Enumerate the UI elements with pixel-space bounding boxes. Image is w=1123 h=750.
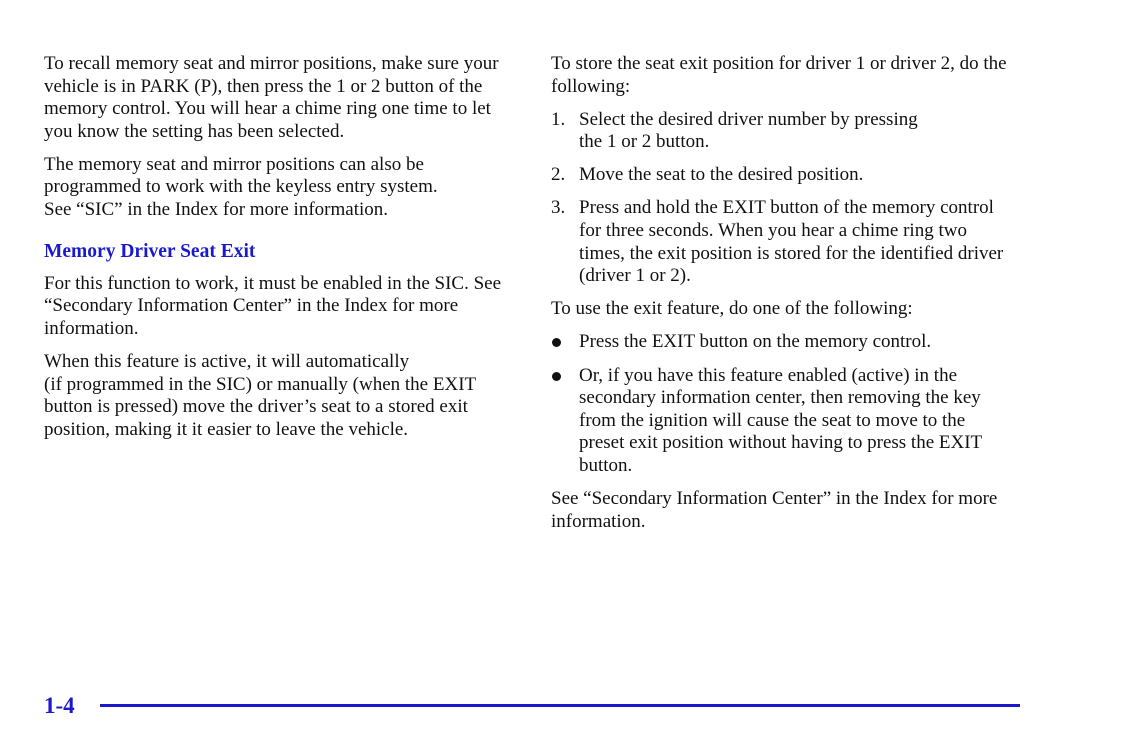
feature-active-line1: When this feature is active, it will automatically xyxy=(44,350,410,372)
recall-paragraph: To recall memory seat and mirror positions, make sure your vehicle is in PARK (P), then press the 1 or 2 button of the memory control. You will hear a chime ring one time to let you know the setting has been selected. xyxy=(44,53,499,142)
step-number: 2. xyxy=(551,164,566,186)
step-number: 1. xyxy=(551,108,566,130)
step-text: Press and hold the EXIT button of the memory control for three seconds. When you hear a chime ring two times, the exit position is stored for the identified driver (driver 1 or 2). xyxy=(579,197,1004,287)
list-item xyxy=(551,365,1011,478)
right-column xyxy=(551,53,1011,544)
bullet-text: Or, if you have this feature enabled (active) in the secondary information center, then removing the key from the ignition will cause the seat to move to the preset exit position without having to press the EXIT button. xyxy=(579,364,982,476)
list-item xyxy=(551,164,1011,187)
step-number: 3. xyxy=(551,197,566,219)
store-intro-paragraph: To store the seat exit position for driver 1 or driver 2, do the following: xyxy=(551,53,1007,97)
use-intro-paragraph: To use the exit feature, do one of the following: xyxy=(551,298,913,320)
list-item xyxy=(551,197,1011,287)
bullet-icon xyxy=(552,338,561,347)
footer-divider xyxy=(100,704,1020,707)
feature-active-line2: (if programmed in the SIC) or manually (when the EXIT button is pressed) move the driver’s seat to a stored exit position, making it it easier to leave the vehicle. xyxy=(44,373,476,440)
feature-active-paragraph xyxy=(44,351,519,441)
closing-paragraph: See “Secondary Information Center” in the Index for more information. xyxy=(551,488,998,532)
step-text-line2: the 1 or 2 button. xyxy=(579,131,710,153)
section-heading: Memory Driver Seat Exit xyxy=(44,240,256,262)
step-text-line1: Select the desired driver number by pressing xyxy=(579,108,918,130)
keyless-paragraph-line1: The memory seat and mirror positions can also be programmed to work with the keyless entry system. xyxy=(44,153,438,198)
list-item xyxy=(551,331,1011,354)
bullet-text: Press the EXIT button on the memory control. xyxy=(579,331,932,353)
use-options-list xyxy=(551,331,1011,477)
keyless-paragraph-line2: See “SIC” in the Index for more information. xyxy=(44,199,389,221)
step-text: Move the seat to the desired position. xyxy=(579,164,864,186)
keyless-paragraph xyxy=(44,154,519,222)
sic-enable-paragraph: For this function to work, it must be enabled in the SIC. See “Secondary Information Center” in the Index for more information. xyxy=(44,272,502,339)
list-item xyxy=(551,109,1011,154)
store-steps-list xyxy=(551,109,1011,288)
left-column xyxy=(44,53,519,452)
page-number: 1-4 xyxy=(44,693,75,718)
bullet-icon xyxy=(552,372,561,381)
